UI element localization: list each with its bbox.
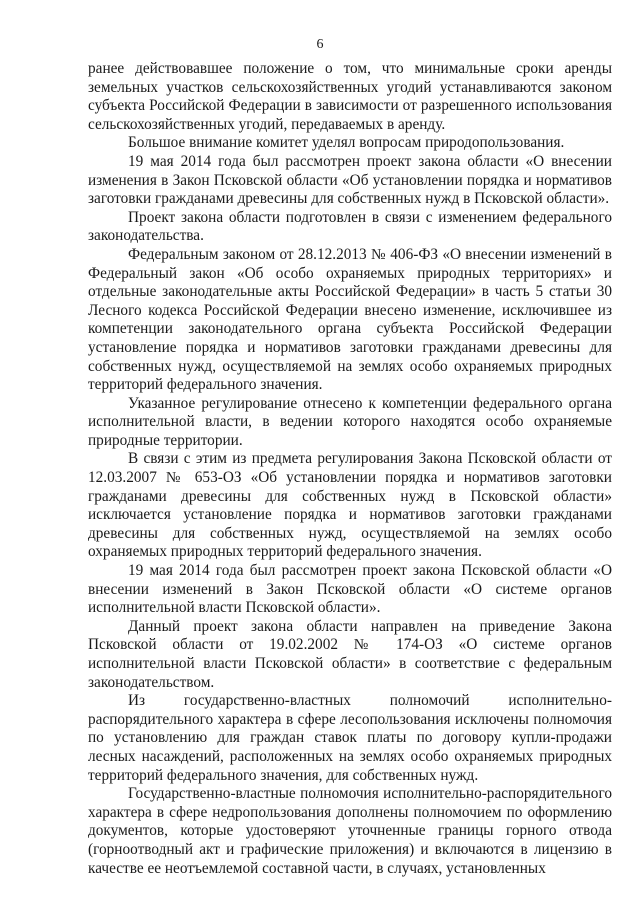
paragraph: ранее действовавшее положение о том, что минимальные сроки аренды земельных участков сельскохозяйственных угодий устанавливаются законом субъекта Российской Федерации в зависимости от разрешенного использования сельскохозяйственных угодий, передаваемых в аренду. — [88, 60, 612, 133]
document-body — [88, 60, 612, 878]
paragraph: Данный проект закона области направлен на приведение Закона Псковской области от 19.02.2002 № 174-ОЗ «О системе органов исполнительной власти Псковской области» в соответствие с федеральным законодательством. — [88, 617, 612, 691]
paragraph: Федеральным законом от 28.12.2013 № 406-ФЗ «О внесении изменений в Федеральный закон «Об особо охраняемых природных территориях» и отдельные законодательные акты Российской Федерации» в часть 5 статьи 30 Лесного кодекса Российской Федерации внесено изменение, исключившее из компетенции законодательного органа субъекта Российской Федерации установление порядка и нормативов заготовки гражданами древесины для собственных нужд, осуществляемой на землях особо охраняемых природных территорий федерального значения. — [88, 245, 612, 394]
paragraph: Большое внимание комитет уделял вопросам природопользования. — [128, 134, 565, 152]
paragraph: Из государственно-властных полномочий исполнительно-распорядительного характера в сфере лесопользования исключены полномочия по установлению для граждан ставок платы по договору купли-продажи лесных насаждений, расположенных на землях особо охраняемых природных территорий федерального значения, для собственных нужд. — [88, 692, 612, 784]
paragraph: 19 мая 2014 года был рассмотрен проект закона области «О внесении изменения в Закон Псковской области «Об установлении порядка и нормативов заготовки гражданами древесины для собственных нужд в Псковской области». — [88, 152, 612, 208]
paragraph: Указанное регулирование отнесено к компетенции федерального органа исполнительной власти, в ведении которого находятся особо охраняемые природные территории. — [88, 394, 612, 449]
page-number: 6 — [316, 37, 324, 52]
paragraph: В связи с этим из предмета регулирования Закона Псковской области от 12.03.2007 № 653-ОЗ «Об установлении порядка и нормативов заготовки гражданами древесины для собственных нужд в Псковской области» исключается установление порядка и нормативов заготовки гражданами древесины для собственных нужд, осуществляемой на землях особо охраняемых природных территорий федерального значения. — [88, 450, 612, 561]
paragraph: 19 мая 2014 года был рассмотрен проект закона Псковской области «О внесении изменений в Закон Псковской области «О системе органов исполнительной власти Псковской области». — [88, 562, 612, 617]
paragraph: Проект закона области подготовлен в связи с изменением федерального законодательства. — [88, 208, 612, 245]
paragraph: Государственно-властные полномочия исполнительно-распорядительного характера в сфере недропользования дополнены полномочием по оформлению документов, которые удостоверяют уточненные границы горного отвода (горноотводный акт и графические приложения) и включаются в лицензию в качестве ее неотъемлемой составной части, в случаях, установленных — [88, 785, 612, 877]
